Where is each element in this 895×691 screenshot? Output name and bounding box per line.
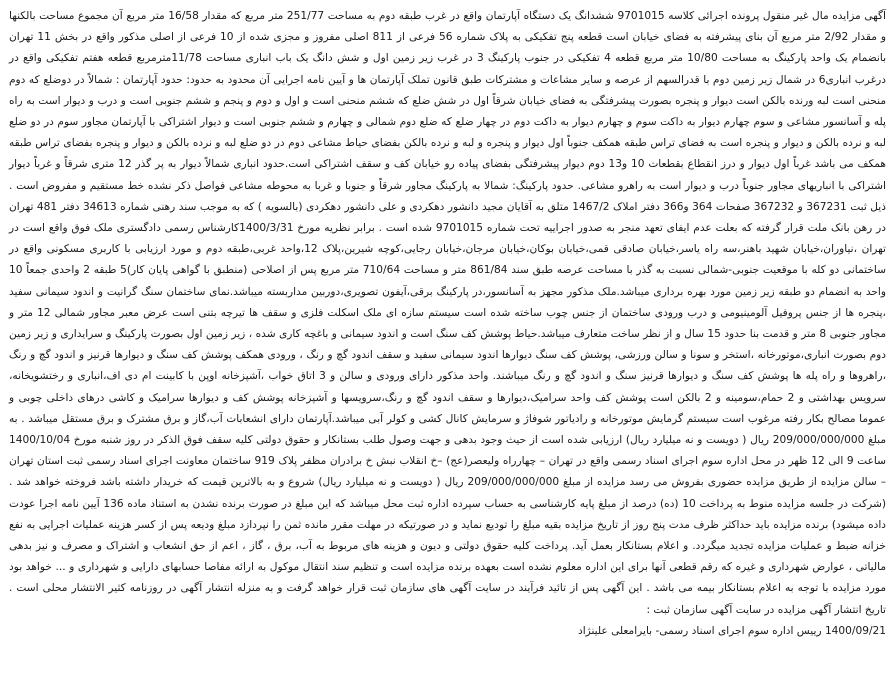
- notice-body-text: آگهی مزایده مال غیر منقول پرونده اجرائی کلاسه 9701015 ششدانگ یک دستگاه آپارتمان واقع در غرب طبقه دوم به مساحت 251/77 متر مربع که مقدار 16/58 متر مربع آن مجموع مساحت بالکنها و مقدار 2/92 متر مربع آن بنای پیشرفته به فضای خیابان است قطعه پنج تفکیکی به پلاک شماره 56 فرعی از 811 اصلی مفروز و مجزی شده از 10 فرعی از اصلی مذکور واقع در بخش 11 تهران بانضمام یک واحد پارکینگ به مساحت 10/80 متر مربع قطعه 4 تفکیکی در جنوب پارکینگ 3 در غرب زیر زمین اول و شش دانگ یک باب انباری مساحت 11/78مترمربع قطعه هفتم تفکیکی واقع در درغرب انباری6 در شمال زیر زمین دوم با قدرالسهم از عرصه و سایر مشاعات و مشترکات طبق قانون تملک آپارتمان ها و آیین نامه اجرایی آن محدود به حدود: حدود آپارتمان : شمالاً در دوضلع که دوم منحنی است لبه ورنده بالکن است دیوار و پنجره بصورت پیشرفتگی به فضای خیابان شرقاً اول در شش ضلع که ششم منحنی است و اول و دوم و پنجم و ششم جنوبی است و درب و دیوار است به راه پله و آسانسور مشاعی و سوم چهارم دیوار به داکت سوم و چهارم دیوار به داکت دوم در چهار ضلع که ضلع دوم شمالی و چهارم و ششم جنوبی است و دیوار اشتراکی با آپارتمان مجاور سوم در دو ضلع لبه و نرده بالکن و دیوار و پنجره است به فضای تراس طبقه همکف جنوباً اول دیوار و پنجره و لبه و نرده بالکن بفضای حیاط مشاعی دوم در دو ضلع لبه و نرده بالکن و دیوار و پنجره بفضای تراس طبقه همکف می باشد غرباً اول دیوار و درز انقطاع بقطعات 10 و13 دوم دیوار پیشرفتگی بفضای پیاده رو خیابان کف و سقف اشتراکی است.حدود انباری شمالاً دیوار به پر گذر 12 متری شرقاً و غرباً دیوار اشتراکی با انباریهای مجاور جنوباً درب و دیوار است به راهرو مشاعی. حدود پارکینگ: شمالا به پارکینگ مجاور شرقاً و جنوبا و غربا به محوطه مشاعی فواصل ذکر نشده خط مستقیم و مفروض است . ذیل ثبت 367231 و 367232 صفحات 364 و366 دفتر املاک 1467/2 متلق به آقایان مجید دانشور دهکردی و علی دانشور دهکردی (بالسویه ) که به موجب سند رهنی شماره 34613 دفتر 481 تهران در رهن بانک ملت قرار گرفته که بعلت عدم ایفای تعهد منجر به صدور اجراییه تحت شماره 9701015 شده است . برابر نظریه مورخ 1400/3/31کارشناس رسمی دادگستری ملک فوق واقع است در تهران ،نیاوران،خیابان شهید باهنر،سه راه یاسر،خیابان صادقی قمی،خیابان بوکان،خیابان مرجان،خیابان رجایی،کوچه شیرین،پلاک 12،واحد غربی،طبقه دوم و مورد ارزیابی با کاربری مسکونی واقع در ساختمانی دو کله با موقعیت جنوبی-شمالی نسبت به گذر با مساحت عرصه طبق سند 861/84 متر و مساحت 710/64 متر مربع پس از اصلاحی (منطبق با گواهی پایان کار)5 طبقه 2 واحدی جمعاً 10 واحد به انضمام دو طبقه زیر زمین مورد بهره برداری میباشد.ملک مذکور مجهز به آسانسور،در پارکینگ برقی،آیفون تصویری،دوربین مداربسته میباشد.نمای ساختمان سنگ گرانیت و اندود سیمانی سفید ،پنجره ها از جنس پروفیل آلومینیومی و درب ورودی ساختمان از جنس چوب ساخته شده است سیستم سازه ای ملک اسکلت فلزی و سقف ها تیرچه بتنی است عرض معبر مجاور شمالی 12 متر و مجاور جنوبی 8 متر و قدمت بنا حدود 15 سال و از نظر ساخت متعارف میباشد.حیاط پوشش کف سنگ است و اندود سیمانی و باغچه کاری شده ، زیر زمین اول بصورت پارکینگ و سرایداری و زیر زمین دوم بصورت انباری،موتورخانه ،استخر و سونا و سالن ورزشی، پوشش کف سنگ دیوارها اندود سیمانی سفید و سقف اندود گچ و رنگ ، ورودی همکف پوشش کف سنگ و دیوارها قرنیز و اندود گچ و رنگ ،راهروها و راه پله ها پوشش کف سنگ و دیوارها قرنیز سنگ و اندود گچ و رنگ میباشند. واحد مذکور دارای ورودی و سالن و 3 اتاق خواب ،آشپزخانه اوپن با کابینت ام دی اف،انباری و رختشویخانه، سرویس بهداشتی و 2 حمام،سومینه و 2 بالکن است پوشش کف واحد سرامیک،دیوارها و سقف اندود گچ و رنگ،سرویسها و آشپزخانه پوشش کف و دیوارها سرامیک و کاشی درهای داخلی چوبی و عموما مصالح بکار رفته مرغوب است سیستم گرمایش موتورخانه و رادیاتور شوفاژ و سرمایش کانال کشی و کولر آبی میباشد.آپارتمان دارای انشعابات آب،گاز و برق مشترک و برق مستقل میباشد . به مبلغ 209/000/000/000 ریال ( دویست و نه میلیارد ریال) ارزیابی شده است از حیث وجود بدهی و جهت وصول طلب بستانکار و حقوق دولتی کلیه سقف فوق الذکر در روز شنبه مورخ 1400/10/04 ساعت 9 الی 12 ظهر در محل اداره سوم اجرای اسناد رسمی واقع در تهران – چهارراه ولیعصر(عج) –خ انقلاب نبش خ برادران مظفر پلاک 919 ساختمان معاونت اجرای اسناد رسمی ثبت استان تهران – سالن مزایده از طریق مزایده حضوری بفروش می رسد مزایده از مبلغ 209/000/000/000 ریال ( دویست و نه میلیارد ریال) شروع و به بالاترین قیمت که خریدار داشته باشد فروخته خواهد شد . (شرکت در جلسه مزایده منوط به پرداخت 10 (ده) درصد از مبلغ پایه کارشناسی به حساب سپرده اداره ثبت محل میباشد که این مبلغ در صورت برنده نشدن به استناد ماده 136 آیین نامه اجرا عودت داده میشود) برنده مزایده باید حداکثر ظرف مدت پنج روز از تاریخ مزایده بقیه مبلغ را تودیع نماید و در صورتیکه در مهلت مقرر مانده ثمن را نپردازد مبلغ ودیعه پس از کسر هزینه عملیات اجرایی به نفع خزانه ضبط و عملیات مزایده تجدید میگردد. و اعلام بستانکار بعمل آید. پرداخت کلیه حقوق دولتی و دیون و هزینه های مربوط به آب، برق ، گاز ، اعم از حق انشعاب و اشتراک و مصرف و نیز بدهی مالیاتی ، عوارض شهرداری و غیره که رقم قطعی آنها برای این اداره معلوم نشده است بعهده برنده مزایده است و تنظیم سند انتقال موکول به ارائه مفاصا حسابهای دارایی و شهرداری و ... خواهد بود مورد مزایده با توجه به اعلام بستانکار بیمه می باشد . این آگهی پس از تائید فرآیند در سایت آگهی های سازمان ثبت قرار خواهد گرفت و به منزله انتشار آگهی در روزنامه کثیر الانتشار محلی است . تاریخ انتشار آگهی مزایده در سایت آگهی سازمان ثبت :: [9, 10, 887, 616]
- notice-signature: 1400/09/21 رییس اداره سوم اجرای اسناد رسمی- بایرامعلی علینژاد: [577, 624, 886, 637]
